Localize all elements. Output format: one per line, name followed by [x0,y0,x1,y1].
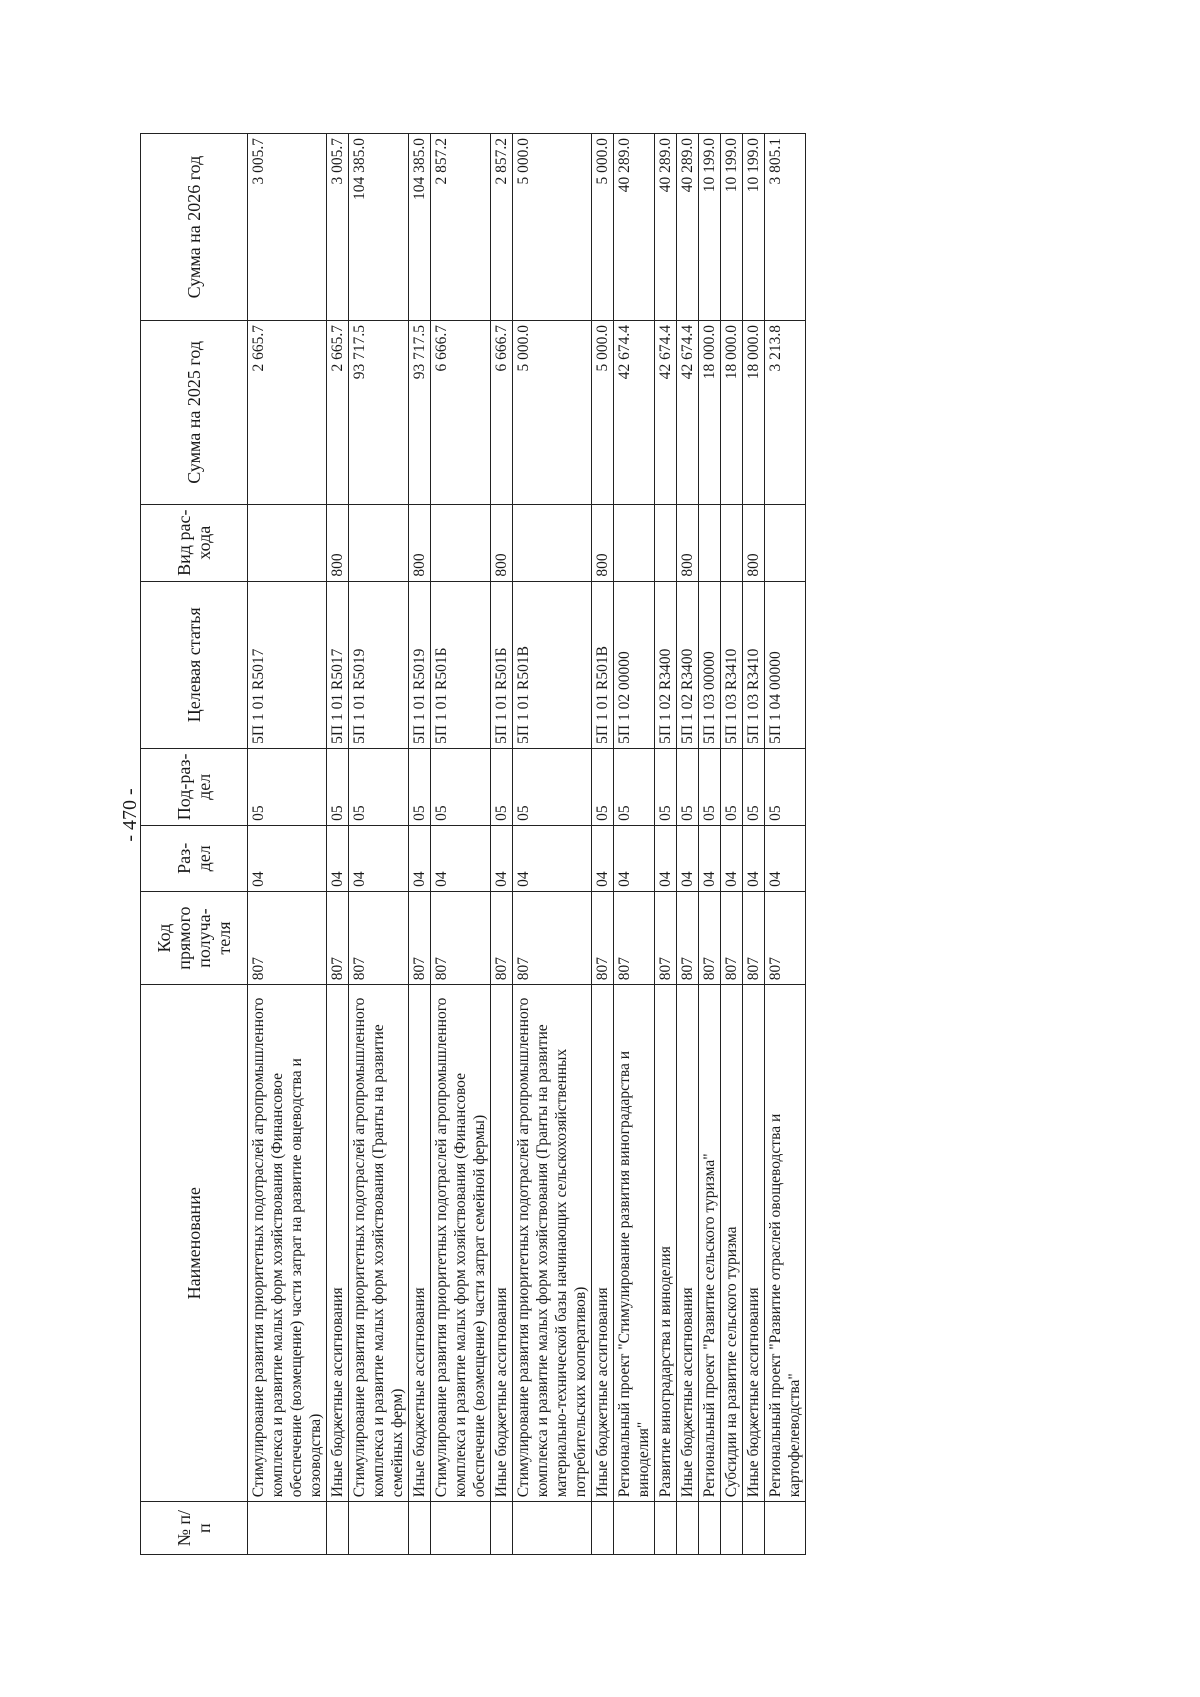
cell-name: Стимулирование развития приоритетных подотраслей агропромышленного комплекса и развитие малых форм хозяйствования (Гранты на развитие материально-технической базы начинающих сельскохозяйственных потребительских кооперативов) [513,985,592,1502]
cell-sum2026: 40 289.0 [614,134,655,321]
cell-podrazdel: 05 [431,748,491,825]
cell-code: 807 [614,891,655,984]
table-row [327,134,349,1555]
cell-target: 5П 1 02 00000 [614,581,655,748]
cell-idx [614,1502,655,1555]
cell-code: 807 [655,891,677,984]
cell-razdel: 04 [614,825,655,891]
cell-razdel: 04 [699,825,721,891]
table-row [431,134,491,1555]
cell-sum2026: 40 289.0 [677,134,699,321]
table-header-row [141,134,248,1555]
table-row [409,134,431,1555]
cell-podrazdel: 05 [513,748,592,825]
cell-idx [699,1502,721,1555]
cell-razdel: 04 [349,825,409,891]
cell-code: 807 [349,891,409,984]
cell-sum2025: 5 000.0 [513,321,592,505]
cell-sum2026: 2 857.2 [431,134,491,321]
cell-podrazdel: 05 [765,748,806,825]
cell-sum2025: 3 213.8 [765,321,806,505]
cell-sum2025: 42 674.4 [677,321,699,505]
cell-idx [592,1502,614,1555]
table-row [592,134,614,1555]
cell-sum2026: 40 289.0 [655,134,677,321]
cell-code: 807 [248,891,327,984]
cell-name: Иные бюджетные ассигнования [743,985,765,1502]
cell-podrazdel: 05 [699,748,721,825]
cell-sum2026: 104 385.0 [409,134,431,321]
cell-idx [677,1502,699,1555]
header-name: Наименование [141,985,248,1502]
cell-idx [349,1502,409,1555]
cell-target: 5П 1 04 00000 [765,581,806,748]
cell-target: 5П 1 01 R501Б [431,581,491,748]
header-sum2026: Сумма на 2026 год [141,134,248,321]
rotated-table-container [140,133,859,1555]
cell-podrazdel: 05 [248,748,327,825]
cell-podrazdel: 05 [677,748,699,825]
cell-podrazdel: 05 [327,748,349,825]
cell-name: Стимулирование развития приоритетных подотраслей агропромышленного комплекса и развитие малых форм хозяйствования (Финансовое обеспечение (возмещение) части затрат на развитие овцеводства и козоводства) [248,985,327,1502]
cell-idx [765,1502,806,1555]
cell-sum2026: 10 199.0 [721,134,743,321]
cell-podrazdel: 05 [721,748,743,825]
cell-sum2026: 10 199.0 [699,134,721,321]
cell-razdel: 04 [513,825,592,891]
cell-podrazdel: 05 [592,748,614,825]
cell-sum2025: 42 674.4 [655,321,677,505]
cell-target: 5П 1 02 R3400 [677,581,699,748]
cell-idx [248,1502,327,1555]
cell-code: 807 [743,891,765,984]
cell-target: 5П 1 03 00000 [699,581,721,748]
table-row [349,134,409,1555]
cell-name: Развитие виноградарства и виноделия [655,985,677,1502]
cell-code: 807 [592,891,614,984]
cell-code: 807 [409,891,431,984]
header-idx: № п/п [141,1502,248,1555]
table-body [248,134,806,1555]
table-row [491,134,513,1555]
cell-sum2025: 6 666.7 [491,321,513,505]
cell-code: 807 [721,891,743,984]
cell-idx [513,1502,592,1555]
cell-razdel: 04 [409,825,431,891]
cell-sum2025: 42 674.4 [614,321,655,505]
cell-vid [513,504,592,581]
cell-code: 807 [677,891,699,984]
cell-name: Региональный проект "Развитие сельского туризма" [699,985,721,1502]
cell-code: 807 [513,891,592,984]
cell-podrazdel: 05 [614,748,655,825]
cell-target: 5П 1 02 R3400 [655,581,677,748]
cell-target: 5П 1 03 R3410 [743,581,765,748]
cell-sum2025: 18 000.0 [721,321,743,505]
cell-target: 5П 1 03 R3410 [721,581,743,748]
cell-vid [699,504,721,581]
cell-sum2025: 93 717.5 [349,321,409,505]
cell-sum2025: 5 000.0 [592,321,614,505]
cell-vid: 800 [327,504,349,581]
cell-vid: 800 [409,504,431,581]
cell-code: 807 [491,891,513,984]
cell-podrazdel: 05 [349,748,409,825]
cell-idx [655,1502,677,1555]
cell-target: 5П 1 01 R5017 [248,581,327,748]
cell-idx [431,1502,491,1555]
cell-vid: 800 [592,504,614,581]
cell-name: Иные бюджетные ассигнования [677,985,699,1502]
table-row [614,134,655,1555]
header-razdel: Раз-дел [141,825,248,891]
cell-vid [248,504,327,581]
cell-target: 5П 1 01 R501В [592,581,614,748]
cell-razdel: 04 [677,825,699,891]
cell-vid [655,504,677,581]
cell-razdel: 04 [248,825,327,891]
cell-sum2026: 10 199.0 [743,134,765,321]
cell-razdel: 04 [327,825,349,891]
cell-target: 5П 1 01 R5019 [409,581,431,748]
cell-razdel: 04 [743,825,765,891]
header-podrazdel: Под-раз-дел [141,748,248,825]
table-row [721,134,743,1555]
cell-name: Стимулирование развития приоритетных подотраслей агропромышленного комплекса и развитие малых форм хозяйствования (Гранты на развитие семейных ферм) [349,985,409,1502]
cell-code: 807 [327,891,349,984]
cell-podrazdel: 05 [743,748,765,825]
cell-name: Региональный проект "Развитие отраслей овощеводства и картофелеводства" [765,985,806,1502]
header-vid: Вид рас-хода [141,504,248,581]
cell-razdel: 04 [431,825,491,891]
cell-vid: 800 [743,504,765,581]
table-row [655,134,677,1555]
cell-razdel: 04 [491,825,513,891]
cell-vid [765,504,806,581]
cell-idx [409,1502,431,1555]
cell-code: 807 [699,891,721,984]
table-row [743,134,765,1555]
cell-podrazdel: 05 [491,748,513,825]
table-row [248,134,327,1555]
cell-sum2025: 6 666.7 [431,321,491,505]
cell-sum2025: 93 717.5 [409,321,431,505]
cell-podrazdel: 05 [655,748,677,825]
header-target: Целевая статья [141,581,248,748]
cell-sum2025: 18 000.0 [743,321,765,505]
cell-name: Субсидии на развитие сельского туризма [721,985,743,1502]
table-row [699,134,721,1555]
cell-vid: 800 [491,504,513,581]
cell-target: 5П 1 01 R501В [513,581,592,748]
header-sum2025: Сумма на 2025 год [141,321,248,505]
cell-razdel: 04 [655,825,677,891]
cell-razdel: 04 [721,825,743,891]
cell-sum2026: 3 805.1 [765,134,806,321]
cell-sum2026: 104 385.0 [349,134,409,321]
cell-name: Иные бюджетные ассигнования [327,985,349,1502]
cell-sum2025: 2 665.7 [248,321,327,505]
cell-name: Иные бюджетные ассигнования [491,985,513,1502]
cell-idx [721,1502,743,1555]
cell-idx [491,1502,513,1555]
cell-sum2026: 3 005.7 [248,134,327,321]
table-row [765,134,806,1555]
cell-target: 5П 1 01 R5017 [327,581,349,748]
cell-sum2026: 5 000.0 [592,134,614,321]
cell-name: Иные бюджетные ассигнования [409,985,431,1502]
budget-table [140,133,806,1555]
cell-vid [614,504,655,581]
cell-vid: 800 [677,504,699,581]
table-row [677,134,699,1555]
cell-idx [327,1502,349,1555]
cell-name: Иные бюджетные ассигнования [592,985,614,1502]
cell-razdel: 04 [765,825,806,891]
cell-name: Стимулирование развития приоритетных подотраслей агропромышленного комплекса и развитие малых форм хозяйствования (Финансовое обеспечение (возмещение) части затрат семейной фермы) [431,985,491,1502]
cell-razdel: 04 [592,825,614,891]
cell-sum2025: 2 665.7 [327,321,349,505]
cell-sum2025: 18 000.0 [699,321,721,505]
cell-target: 5П 1 01 R501Б [491,581,513,748]
cell-sum2026: 2 857.2 [491,134,513,321]
cell-sum2026: 5 000.0 [513,134,592,321]
cell-vid [721,504,743,581]
cell-podrazdel: 05 [409,748,431,825]
cell-code: 807 [431,891,491,984]
cell-target: 5П 1 01 R5019 [349,581,409,748]
cell-name: Региональный проект "Стимулирование развития виноградарства и виноделия" [614,985,655,1502]
cell-idx [743,1502,765,1555]
page-number: - 470 - [119,788,141,842]
cell-vid [431,504,491,581]
table-row [513,134,592,1555]
cell-code: 807 [765,891,806,984]
cell-vid [349,504,409,581]
cell-sum2026: 3 005.7 [327,134,349,321]
header-code: Код прямого получа-теля [141,891,248,984]
